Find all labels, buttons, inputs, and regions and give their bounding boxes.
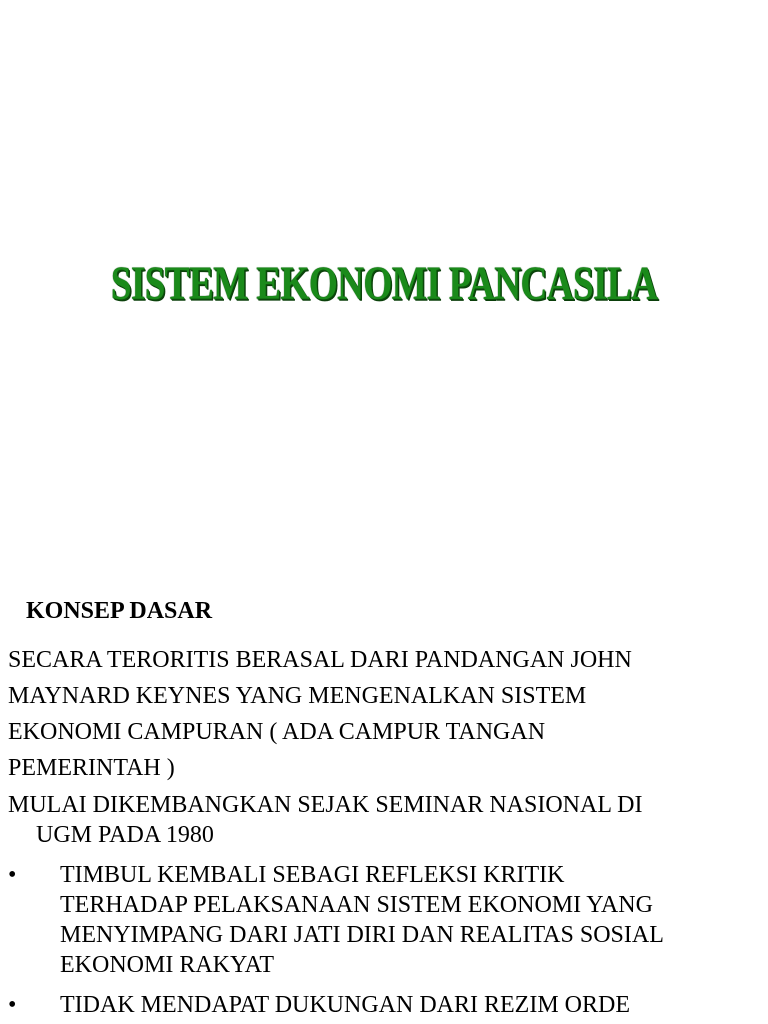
bullet-item-1-line-1: TIMBUL KEMBALI SEBAGI REFLEKSI KRITIK — [60, 862, 565, 888]
section-heading: KONSEP DASAR — [26, 598, 213, 624]
bullet-item-1-line-4: EKONOMI RAKYAT — [60, 952, 274, 978]
paragraph-1 — [8, 642, 632, 786]
paragraph-1-line-1: SECARA TERORITIS BERASAL DARI PANDANGAN JOHN — [8, 647, 632, 673]
paragraph-1-line-4: PEMERINTAH ) — [8, 755, 175, 781]
bullet-item-1-line-2: TERHADAP PELAKSANAAN SISTEM EKONOMI YANG — [60, 892, 653, 918]
bullet-marker: • — [8, 992, 17, 1018]
bullet-item-2-text — [60, 990, 630, 1020]
bullet-item-1-line-3: MENYIMPANG DARI JATI DIRI DAN REALITAS SOSIAL — [60, 922, 664, 948]
bullet-item-2-line-1: TIDAK MENDAPAT DUKUNGAN DARI REZIM ORDE — [60, 992, 630, 1018]
bullet-item-1-text — [60, 860, 664, 980]
paragraph-1-line-2: MAYNARD KEYNES YANG MENGENALKAN SISTEM — [8, 683, 587, 709]
paragraph-1-line-3: EKONOMI CAMPURAN ( ADA CAMPUR TANGAN — [8, 719, 546, 745]
bullet-marker: • — [8, 862, 17, 888]
paragraph-2-line-2: UGM PADA 1980 — [36, 822, 214, 848]
paragraph-2 — [8, 790, 642, 850]
paragraph-2-line-1: MULAI DIKEMBANGKAN SEJAK SEMINAR NASIONAL DI — [8, 792, 643, 818]
slide-title: SISTEM EKONOMI PANCASILA — [110, 257, 658, 310]
